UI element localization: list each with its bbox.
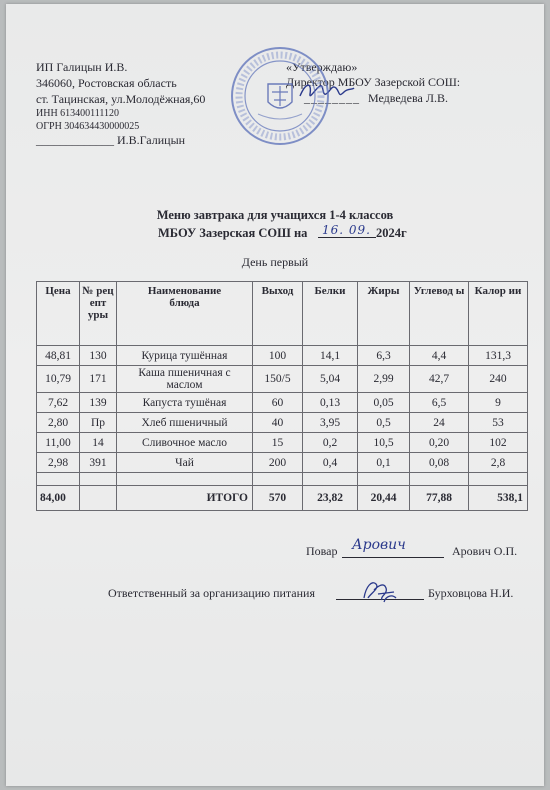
supplier-ogrn: ОГРН 304634430000025 bbox=[36, 121, 140, 132]
cook-label: Повар bbox=[306, 544, 338, 558]
approval-director: Медведева Л.В. bbox=[368, 91, 448, 105]
cell-dish: Курица тушённая bbox=[117, 346, 253, 366]
cook-name: Арович О.П. bbox=[452, 544, 518, 558]
official-seal-stamp bbox=[228, 44, 332, 148]
cell-carbs: 6,5 bbox=[410, 393, 469, 413]
cell-fats: 6,3 bbox=[358, 346, 410, 366]
cell-proteins: 14,1 bbox=[303, 346, 358, 366]
total-recipe bbox=[80, 486, 117, 511]
table-row bbox=[37, 453, 528, 473]
header-recipe-number: № рец епт уры bbox=[80, 282, 117, 346]
cell-carbs: 0,20 bbox=[410, 433, 469, 453]
cell-calories: 131,3 bbox=[469, 346, 528, 366]
cook-handwritten-signature: Арович bbox=[352, 537, 406, 553]
cell-portion: 15 bbox=[253, 433, 303, 453]
table-row bbox=[37, 393, 528, 413]
handwritten-date: 16. 09. bbox=[322, 223, 371, 237]
cell-carbs: 0,08 bbox=[410, 453, 469, 473]
total-calories: 538,1 bbox=[469, 486, 528, 511]
day-label: День первый bbox=[241, 255, 309, 269]
total-price: 84,00 bbox=[37, 486, 80, 511]
cell-recipe: 139 bbox=[80, 393, 117, 413]
cell-recipe: 14 bbox=[80, 433, 117, 453]
total-label: ИТОГО bbox=[117, 486, 253, 511]
responsible-signature bbox=[358, 576, 400, 606]
cell-dish: Хлеб пшеничный bbox=[117, 413, 253, 433]
cell-portion: 100 bbox=[253, 346, 303, 366]
header-price: Цена bbox=[37, 282, 80, 346]
cell-proteins: 0,4 bbox=[303, 453, 358, 473]
table-row bbox=[37, 366, 528, 393]
approval-underline: ________ bbox=[304, 91, 360, 105]
cell-calories: 102 bbox=[469, 433, 528, 453]
cell-portion: 40 bbox=[253, 413, 303, 433]
header-carbs: Углевод ы bbox=[410, 282, 469, 346]
supplier-address-street: ст. Тацинская, ул.Молодёжная,60 bbox=[36, 92, 206, 106]
menu-table bbox=[36, 281, 528, 511]
cell-dish: Капуста тушёная bbox=[117, 393, 253, 413]
cell-dish: Каша пшеничная с маслом bbox=[117, 366, 253, 393]
cell-fats: 10,5 bbox=[358, 433, 410, 453]
cell-price: 10,79 bbox=[37, 366, 80, 393]
header-dish-name: Наименование блюда bbox=[117, 282, 253, 346]
cell-calories: 2,8 bbox=[469, 453, 528, 473]
cell-proteins: 5,04 bbox=[303, 366, 358, 393]
cell-carbs: 42,7 bbox=[410, 366, 469, 393]
cell-proteins: 0,2 bbox=[303, 433, 358, 453]
cell-calories: 240 bbox=[469, 366, 528, 393]
header-calories: Калор ии bbox=[469, 282, 528, 346]
supplier-address-region: 346060, Ростовская область bbox=[36, 76, 177, 90]
cell-price: 11,00 bbox=[37, 433, 80, 453]
cell-recipe: Пр bbox=[80, 413, 117, 433]
supplier-name: ИП Галицын И.В. bbox=[36, 60, 128, 74]
responsible-name: Бурховцова Н.И. bbox=[428, 586, 514, 600]
cook-signature-line bbox=[342, 557, 444, 558]
table-header-row bbox=[37, 282, 528, 346]
cell-recipe: 391 bbox=[80, 453, 117, 473]
cell-fats: 2,99 bbox=[358, 366, 410, 393]
cell-recipe: 171 bbox=[80, 366, 117, 393]
table-row bbox=[37, 346, 528, 366]
document-title: Меню завтрака для учащихся 1-4 классов bbox=[156, 208, 394, 222]
document-page bbox=[6, 4, 544, 786]
approval-position: Директор МБОУ Зазерской СОШ: bbox=[286, 75, 461, 89]
total-carbs: 77,88 bbox=[410, 486, 469, 511]
cell-fats: 0,5 bbox=[358, 413, 410, 433]
cell-calories: 9 bbox=[469, 393, 528, 413]
total-fats: 20,44 bbox=[358, 486, 410, 511]
cell-dish: Сливочное масло bbox=[117, 433, 253, 453]
header-proteins: Белки bbox=[303, 282, 358, 346]
approval-title: «Утверждаю» bbox=[286, 60, 358, 74]
cell-fats: 0,05 bbox=[358, 393, 410, 413]
header-portion: Выход bbox=[253, 282, 303, 346]
cell-portion: 60 bbox=[253, 393, 303, 413]
table-row bbox=[37, 433, 528, 453]
cell-dish: Чай bbox=[117, 453, 253, 473]
cell-portion: 200 bbox=[253, 453, 303, 473]
cell-calories: 53 bbox=[469, 413, 528, 433]
cell-price: 7,62 bbox=[37, 393, 80, 413]
cell-recipe: 130 bbox=[80, 346, 117, 366]
table-row-empty bbox=[37, 473, 528, 486]
cell-price: 2,80 bbox=[37, 413, 80, 433]
supplier-inn: ИНН 613400111120 bbox=[36, 108, 120, 119]
cell-proteins: 3,95 bbox=[303, 413, 358, 433]
header-fats: Жиры bbox=[358, 282, 410, 346]
table-total-row bbox=[37, 486, 528, 511]
cell-fats: 0,1 bbox=[358, 453, 410, 473]
responsible-label: Ответственный за организацию питания bbox=[108, 586, 315, 600]
cell-price: 48,81 bbox=[37, 346, 80, 366]
cell-proteins: 0,13 bbox=[303, 393, 358, 413]
date-underline bbox=[318, 237, 376, 238]
document-subtitle-prefix: МБОУ Зазерская СОШ на bbox=[158, 226, 308, 240]
total-portion: 570 bbox=[253, 486, 303, 511]
cell-carbs: 4,4 bbox=[410, 346, 469, 366]
cell-carbs: 24 bbox=[410, 413, 469, 433]
document-subtitle-suffix: 2024г bbox=[376, 226, 407, 240]
total-proteins: 23,82 bbox=[303, 486, 358, 511]
table-row bbox=[37, 413, 528, 433]
cell-portion: 150/5 bbox=[253, 366, 303, 393]
supplier-signature-line: _____________ И.В.Галицын bbox=[36, 133, 186, 147]
cell-price: 2,98 bbox=[37, 453, 80, 473]
